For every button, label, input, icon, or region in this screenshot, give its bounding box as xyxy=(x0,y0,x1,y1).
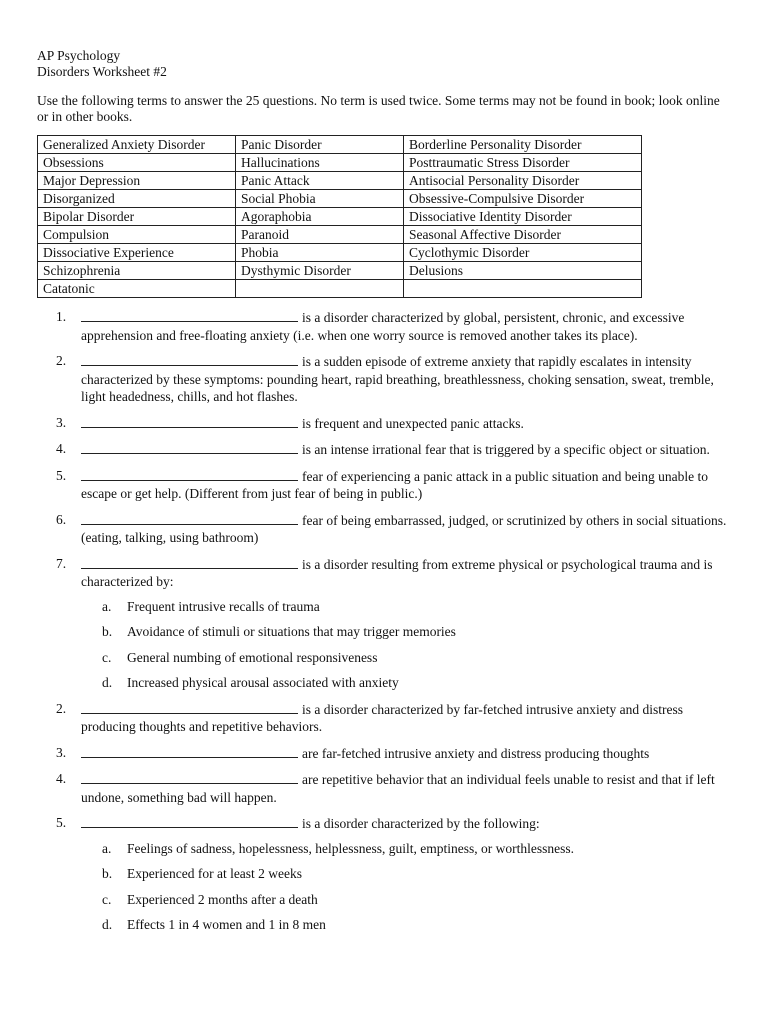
term-cell: Antisocial Personality Disorder xyxy=(404,172,642,190)
sub-item xyxy=(81,891,731,908)
term-cell: Schizophrenia xyxy=(38,262,236,280)
term-cell: Panic Disorder xyxy=(236,136,404,154)
sub-item xyxy=(81,649,731,666)
terms-table xyxy=(37,135,642,298)
question-item xyxy=(37,467,731,503)
answer-blank[interactable] xyxy=(81,414,298,428)
sub-item-text: Experienced 2 months after a death xyxy=(127,891,318,907)
answer-blank[interactable] xyxy=(81,814,298,828)
answer-blank[interactable] xyxy=(81,700,298,714)
term-cell xyxy=(404,280,642,298)
question-item xyxy=(37,814,731,933)
worksheet-title: Disorders Worksheet #2 xyxy=(37,64,167,79)
sub-item-text: Frequent intrusive recalls of trauma xyxy=(127,598,320,614)
term-cell: Panic Attack xyxy=(236,172,404,190)
terms-row xyxy=(38,280,642,298)
question-text: fear of being embarrassed, judged, or scrutinized by others in social situations. (eating, talking, using bathroom) xyxy=(81,512,727,545)
question-number: 3. xyxy=(56,744,67,760)
sub-item xyxy=(81,865,731,882)
worksheet-page xyxy=(37,48,737,942)
term-cell: Dysthymic Disorder xyxy=(236,262,404,280)
term-cell: Phobia xyxy=(236,244,404,262)
term-cell: Obsessive-Compulsive Disorder xyxy=(404,190,642,208)
question-number: 6. xyxy=(56,511,67,527)
answer-blank[interactable] xyxy=(81,770,298,784)
term-cell: Disorganized xyxy=(38,190,236,208)
term-cell: Generalized Anxiety Disorder xyxy=(38,136,236,154)
terms-row xyxy=(38,226,642,244)
answer-blank[interactable] xyxy=(81,440,298,454)
question-number: 4. xyxy=(56,441,67,456)
terms-row xyxy=(38,208,642,226)
term-cell: Hallucinations xyxy=(236,154,404,172)
question-text: is a disorder characterized by global, persistent, chronic, and excessive apprehension and free-floating anxiety (i.e. when one worry source is removed another takes its place). xyxy=(81,310,685,343)
terms-row xyxy=(38,172,642,190)
sub-list xyxy=(81,840,731,934)
question-number: 3. xyxy=(56,414,67,430)
sub-list xyxy=(81,598,731,692)
sub-item-letter: a. xyxy=(102,840,112,856)
terms-row xyxy=(38,154,642,172)
question-text: are repetitive behavior that an individual feels unable to resist and that if left undone, something bad will happen. xyxy=(81,772,715,805)
term-cell: Major Depression xyxy=(38,172,236,190)
questions-list xyxy=(37,308,737,933)
term-cell: Dissociative Identity Disorder xyxy=(404,208,642,226)
question-number: 1. xyxy=(56,309,67,324)
term-cell: Seasonal Affective Disorder xyxy=(404,226,642,244)
term-cell: Social Phobia xyxy=(236,190,404,208)
term-cell xyxy=(236,280,404,298)
terms-row xyxy=(38,190,642,208)
term-cell: Posttraumatic Stress Disorder xyxy=(404,154,642,172)
question-text: is frequent and unexpected panic attacks. xyxy=(302,415,524,431)
sub-item-text: Effects 1 in 4 women and 1 in 8 men xyxy=(127,917,326,932)
question-text: is a disorder characterized by the following: xyxy=(302,816,540,831)
sub-item-letter: c. xyxy=(102,891,112,907)
sub-item-text: General numbing of emotional responsiveness xyxy=(127,649,378,665)
question-text: fear of experiencing a panic attack in a public situation and being unable to escape or get help. (Different from just fear of being in public.) xyxy=(81,468,708,501)
sub-item-letter: a. xyxy=(102,598,112,614)
question-number: 2. xyxy=(56,353,67,368)
term-cell: Obsessions xyxy=(38,154,236,172)
term-cell: Catatonic xyxy=(38,280,236,298)
question-item xyxy=(37,744,731,763)
question-number: 5. xyxy=(56,815,67,830)
sub-item xyxy=(81,623,731,640)
sub-item xyxy=(81,916,731,933)
question-item xyxy=(37,440,731,459)
term-cell: Cyclothymic Disorder xyxy=(404,244,642,262)
term-cell: Delusions xyxy=(404,262,642,280)
sub-item-letter: b. xyxy=(102,866,113,881)
sub-item-text: Experienced for at least 2 weeks xyxy=(127,866,303,881)
question-item xyxy=(37,555,731,692)
term-cell: Agoraphobia xyxy=(236,208,404,226)
answer-blank[interactable] xyxy=(81,352,298,366)
answer-blank[interactable] xyxy=(81,308,298,322)
course-name: AP Psychology xyxy=(37,48,121,63)
answer-blank[interactable] xyxy=(81,467,298,481)
question-item xyxy=(37,414,731,433)
answer-blank[interactable] xyxy=(81,744,298,758)
term-cell: Paranoid xyxy=(236,226,404,244)
question-text: is an intense irrational fear that is triggered by a specific object or situation. xyxy=(302,442,710,457)
question-text: is a disorder resulting from extreme physical or psychological trauma and is characterized by: xyxy=(81,556,713,589)
question-item xyxy=(37,352,731,406)
question-text: is a disorder characterized by far-fetched intrusive anxiety and distress producing thoughts and repetitive behaviors. xyxy=(81,701,683,734)
terms-row xyxy=(38,244,642,262)
sub-item-letter: d. xyxy=(102,675,113,690)
sub-item xyxy=(81,598,731,615)
term-cell: Dissociative Experience xyxy=(38,244,236,262)
question-item xyxy=(37,308,731,344)
terms-row xyxy=(38,136,642,154)
question-item xyxy=(37,700,731,736)
instructions: Use the following terms to answer the 25 questions. No term is used twice. Some terms may not be found in book; look online or in other books. xyxy=(37,93,720,124)
question-item xyxy=(37,770,731,806)
question-item xyxy=(37,511,731,547)
sub-item xyxy=(81,674,731,691)
term-cell: Compulsion xyxy=(38,226,236,244)
answer-blank[interactable] xyxy=(81,555,298,569)
question-text: is a sudden episode of extreme anxiety that rapidly escalates in intensity characterized by these symptoms: pounding heart, rapid breathing, breathlessness, choking sensation, sweat, tremble, light headedness, chills, and hot flashes. xyxy=(81,354,714,404)
question-number: 4. xyxy=(56,771,67,786)
question-number: 7. xyxy=(56,555,67,571)
question-text: are far-fetched intrusive anxiety and distress producing thoughts xyxy=(302,745,650,761)
sub-item-text: Avoidance of stimuli or situations that may trigger memories xyxy=(127,624,456,639)
question-number: 5. xyxy=(56,467,67,483)
sub-item-letter: d. xyxy=(102,917,113,932)
sub-item-text: Increased physical arousal associated with anxiety xyxy=(127,675,399,690)
sub-item xyxy=(81,840,731,857)
answer-blank[interactable] xyxy=(81,511,298,525)
sub-item-text: Feelings of sadness, hopelessness, helplessness, guilt, emptiness, or worthlessness. xyxy=(127,840,574,856)
sub-item-letter: c. xyxy=(102,649,112,665)
question-number: 2. xyxy=(56,700,67,716)
term-cell: Bipolar Disorder xyxy=(38,208,236,226)
sub-item-letter: b. xyxy=(102,624,113,639)
terms-row xyxy=(38,262,642,280)
term-cell: Borderline Personality Disorder xyxy=(404,136,642,154)
